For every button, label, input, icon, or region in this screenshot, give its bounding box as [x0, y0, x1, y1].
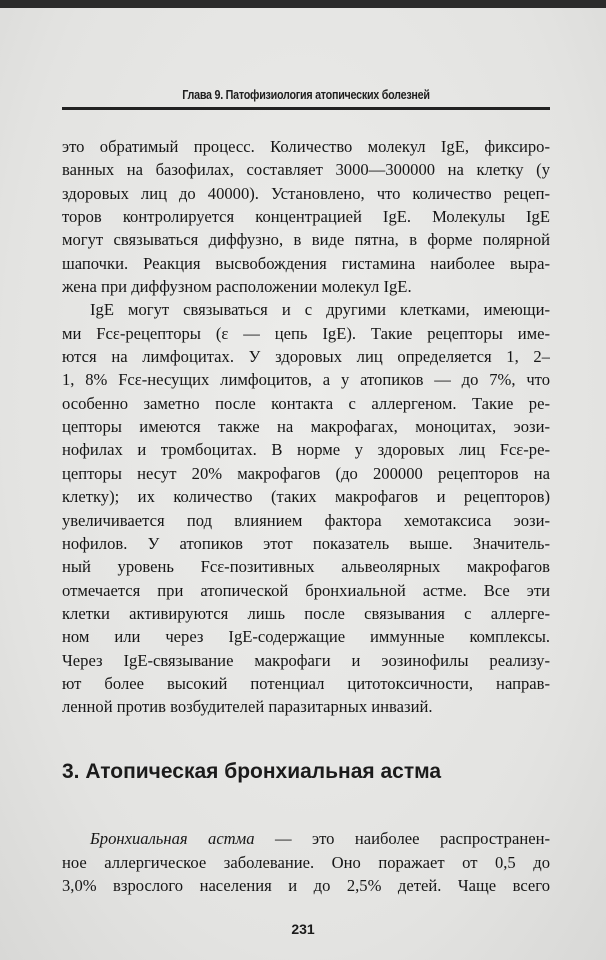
- text-line: особенно заметно после контакта с аллергеном. Такие ре-: [62, 393, 550, 413]
- text-line: цепторы несут 20% макрофагов (до 200000 рецепторов на: [62, 463, 550, 483]
- text-line: здоровых лиц до 40000). Установлено, что количество рецеп-: [62, 183, 550, 203]
- text-line: ленной против возбудителей паразитарных инвазий.: [62, 697, 433, 717]
- running-head: Глава 9. Патофизиология атопических болезней: [182, 88, 430, 102]
- text-line: жена при диффузном расположении молекул IgE.: [62, 277, 412, 297]
- text-line: ванных на базофилах, составляет 3000—300000 на клетку (у: [62, 160, 550, 180]
- text-line: ются на лимфоцитах. У здоровых лиц определяется 1, 2–: [62, 347, 550, 367]
- text-line: ми Fcε-рецепторы (ε — цепь IgE). Такие рецепторы име-: [62, 323, 550, 343]
- text-line: могут связываться диффузно, в виде пятна, в форме полярной: [62, 230, 550, 250]
- text-line: 3,0% взрослого населения и до 2,5% детей. Чаще всего: [62, 876, 550, 896]
- section-text: [62, 827, 550, 898]
- text-line: отмечается при атопической бронхиальной астме. Все эти: [62, 580, 550, 600]
- text-line: шапочки. Реакция высвобождения гистамина наиболее выра-: [62, 253, 550, 273]
- body-text: [62, 135, 550, 719]
- header-rule: [62, 107, 550, 110]
- text-line: увеличивается под влиянием фактора хемотаксиса эози-: [62, 510, 550, 530]
- text-line: ный уровень Fcε-позитивных альвеолярных макрофагов: [62, 557, 550, 577]
- text-line: Через IgE-связывание макрофаги и эозинофилы реализу-: [62, 650, 550, 670]
- text-line: [62, 827, 550, 851]
- text-fragment: — это наиболее распространен-: [254, 829, 550, 848]
- text-line: это обратимый процесс. Количество молекул IgE, фиксиро-: [62, 137, 550, 156]
- text-line: клетку); их количество (таких макрофагов и рецепторов): [62, 487, 550, 507]
- text-line: IgE могут связываться и с другими клетками, имеющи-: [90, 300, 550, 320]
- section-heading: 3. Атопическая бронхиальная астма: [62, 760, 442, 783]
- defined-term: Бронхиальная астма: [90, 829, 255, 848]
- book-page: [0, 8, 606, 960]
- text-line: торов контролируется концентрацией IgE. Молекулы IgE: [62, 207, 550, 227]
- text-line: клетки активируются лишь после связывания с аллерге-: [62, 603, 550, 623]
- text-line: 1, 8% Fcε-несущих лимфоцитов, а у атопиков — до 7%, что: [62, 370, 550, 390]
- page-number: 231: [291, 921, 315, 937]
- text-line: нофилов. У атопиков этот показатель выше. Значитель-: [62, 533, 550, 553]
- paragraph-1: [62, 135, 550, 298]
- text-line: ном или через IgE-содержащие иммунные комплексы.: [62, 627, 550, 647]
- text-line: нофилах и тромбоцитах. В норме у здоровых лиц Fcε-ре-: [62, 440, 550, 460]
- text-line: ют более высокий потенциал цитотоксичности, направ-: [62, 673, 550, 693]
- text-line: ное аллергическое заболевание. Оно поражает от 0,5 до: [62, 852, 550, 872]
- paragraph-2: [62, 298, 550, 718]
- text-line: цепторы имеются также на макрофагах, моноцитах, эози-: [62, 417, 550, 437]
